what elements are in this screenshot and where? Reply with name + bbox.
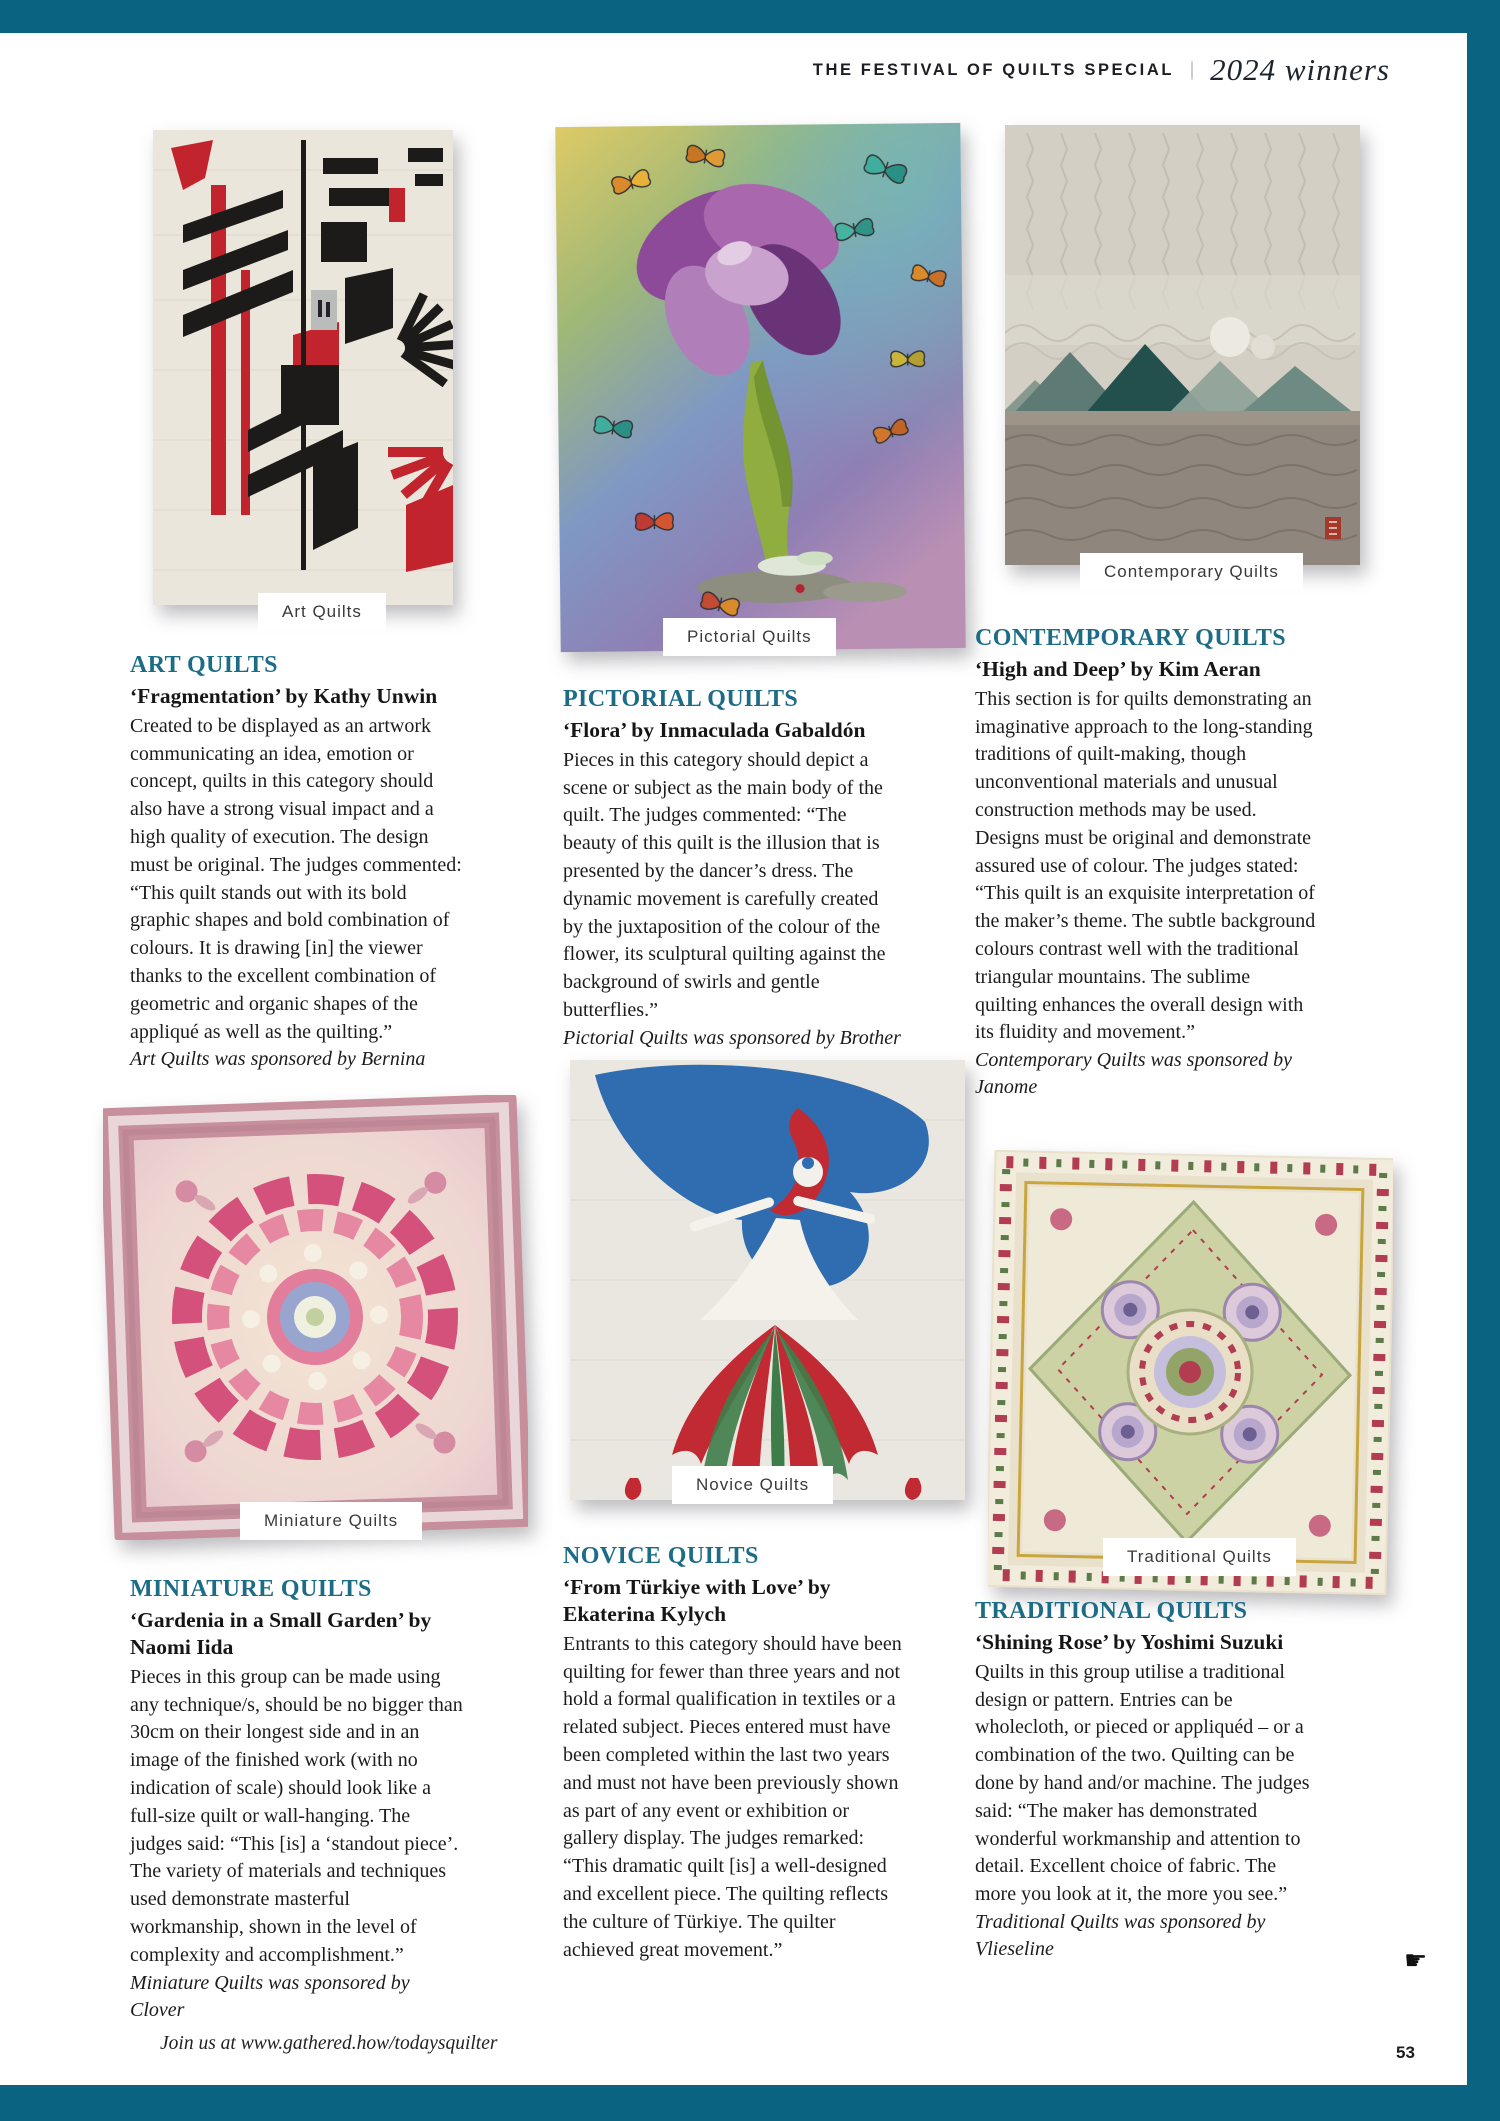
right-border-band	[1467, 0, 1500, 2121]
art-quilts-caption: Art Quilts	[258, 593, 386, 631]
pictorial-quilt-photo	[555, 123, 965, 652]
pictorial-quilts-heading: PICTORIAL QUILTS	[563, 686, 799, 712]
section-miniature-quilts	[130, 1576, 466, 2024]
miniature-quilts-sponsor: Miniature Quilts was sponsored by Clover	[130, 1971, 410, 2021]
contemporary-quilts-body: This section is for quilts demonstrating an imaginative approach to the long-standing traditions of quilt-making, though unconventional materials and unusual construction methods may be used. Designs must be original and demonstrate assured use of colour. The judges stated: “This quilt is an exquisite interpretation of the maker’s theme. The subtle background colours contrast well with the traditional triangular mountains. The sublime quilting enhances the overall design with its fluidity and movement.”	[975, 687, 1316, 1044]
section-contemporary-quilts	[975, 625, 1317, 1101]
art-quilt-image	[153, 130, 453, 605]
art-quilts-heading: ART QUILTS	[130, 652, 278, 678]
top-border-band	[0, 0, 1500, 33]
novice-quilt-photo	[570, 1060, 965, 1500]
miniature-quilt-image	[103, 1095, 528, 1540]
page-number: 53	[1396, 2043, 1415, 2062]
contemporary-quilts-caption: Contemporary Quilts	[1080, 553, 1303, 591]
traditional-quilts-caption: Traditional Quilts	[1103, 1538, 1296, 1576]
novice-quilts-caption: Novice Quilts	[672, 1466, 833, 1504]
traditional-quilts-heading: TRADITIONAL QUILTS	[975, 1598, 1248, 1624]
miniature-quilts-body: Pieces in this group can be made using any technique/s, should be no bigger than 30cm on their longest side and in an image of the finished work (with no indication of scale) should look like a full-size quilt or wall-hanging. The judges said: “This [is] a ‘standout piece’. The variety of materials and techniques used demonstrate masterful workmanship, shown in the level of complexity and accomplishment.”	[130, 1665, 463, 1966]
traditional-quilts-sponsor: Traditional Quilts was sponsored by Vlieseline	[975, 1911, 1266, 1961]
section-pictorial-quilts	[563, 686, 901, 1052]
novice-quilt-image	[570, 1060, 965, 1500]
contemporary-quilts-sponsor: Contemporary Quilts was sponsored by Janome	[975, 1049, 1293, 1099]
traditional-quilt-image	[988, 1150, 1393, 1595]
page-header	[813, 52, 1390, 88]
section-traditional-quilts	[975, 1598, 1317, 1963]
traditional-quilts-body: Quilts in this group utilise a traditional design or pattern. Entries can be wholecloth, or pieced or appliquéd – or a combination of the two. Quilting can be done by hand and/or machine. The judges said: “The maker has demonstrated wonderful workmanship and attention to detail. Excellent choice of fabric. The more you look at it, the more you see.”	[975, 1660, 1310, 1906]
pictorial-quilts-caption: Pictorial Quilts	[663, 618, 836, 656]
contemporary-quilts-byline: ‘High and Deep’ by Kim Aeran	[975, 657, 1261, 681]
art-quilts-byline: ‘Fragmentation’ by Kathy Unwin	[130, 684, 438, 708]
section-art-quilts	[130, 652, 462, 1073]
traditional-quilt-photo	[988, 1150, 1393, 1595]
novice-quilts-body: Entrants to this category should have been quilting for fewer than three years and not hold a formal qualification in textiles or a related subject. Pieces entered must have been completed within the last two years and must not have been previously shown as part of any event or exhibition or gallery display. The judges remarked: “This dramatic quilt [is] a well-designed and excellent piece. The quilting reflects the culture of Türkiye. The quilter achieved great movement.”	[563, 1632, 902, 1961]
pictorial-quilts-sponsor: Pictorial Quilts was sponsored by Brother	[563, 1026, 901, 1049]
pictorial-quilts-body: Pieces in this category should depict a scene or subject as the main body of the quilt. The judges commented: “The beauty of this quilt is the illusion that is presented by the dancer’s dress. The dynamic movement is carefully created by the juxtaposition of the colour of the flower, its sculptural quilting against the background of swirls and gentle butterflies.”	[563, 748, 886, 1022]
miniature-quilt-photo	[103, 1095, 528, 1540]
pointing-hand-icon: ☛	[1404, 1946, 1428, 1975]
pictorial-quilt-image	[555, 123, 965, 652]
miniature-quilts-byline: ‘Gardenia in a Small Garden’ by Naomi Iida	[130, 1608, 432, 1659]
miniature-quilts-caption: Miniature Quilts	[240, 1502, 422, 1540]
header-kicker: THE FESTIVAL OF QUILTS SPECIAL	[812, 60, 1175, 79]
miniature-quilts-heading: MINIATURE QUILTS	[130, 1576, 372, 1602]
footer-join-line: Join us at www.gathered.how/todaysquilter	[160, 2033, 498, 2054]
header-edition: 2024 winners	[1210, 52, 1390, 87]
novice-quilts-byline: ‘From Türkiye with Love’ by Ekaterina Kylych	[563, 1575, 831, 1626]
contemporary-quilt-image	[1005, 125, 1360, 565]
art-quilt-photo	[153, 130, 453, 605]
art-quilts-body: Created to be displayed as an artwork communicating an idea, emotion or concept, quilts in this category should also have a strong visual impact and a high quality of execution. The design must be original. The judges commented: “This quilt stands out with its bold graphic shapes and bold combination of colours. It is drawing [in] the viewer thanks to the excellent combination of geometric and organic shapes of the appliqué as well as the quilting.”	[130, 714, 462, 1043]
header-divider: |	[1190, 57, 1195, 80]
section-novice-quilts	[563, 1543, 905, 1964]
art-quilts-sponsor: Art Quilts was sponsored by Bernina	[130, 1048, 426, 1071]
contemporary-quilts-heading: CONTEMPORARY QUILTS	[975, 625, 1287, 651]
traditional-quilts-byline: ‘Shining Rose’ by Yoshimi Suzuki	[975, 1630, 1284, 1654]
pictorial-quilts-byline: ‘Flora’ by Inmaculada Gabaldón	[563, 718, 866, 742]
bottom-border-band	[0, 2085, 1500, 2121]
novice-quilts-heading: NOVICE QUILTS	[563, 1543, 759, 1569]
contemporary-quilt-photo	[1005, 125, 1360, 565]
